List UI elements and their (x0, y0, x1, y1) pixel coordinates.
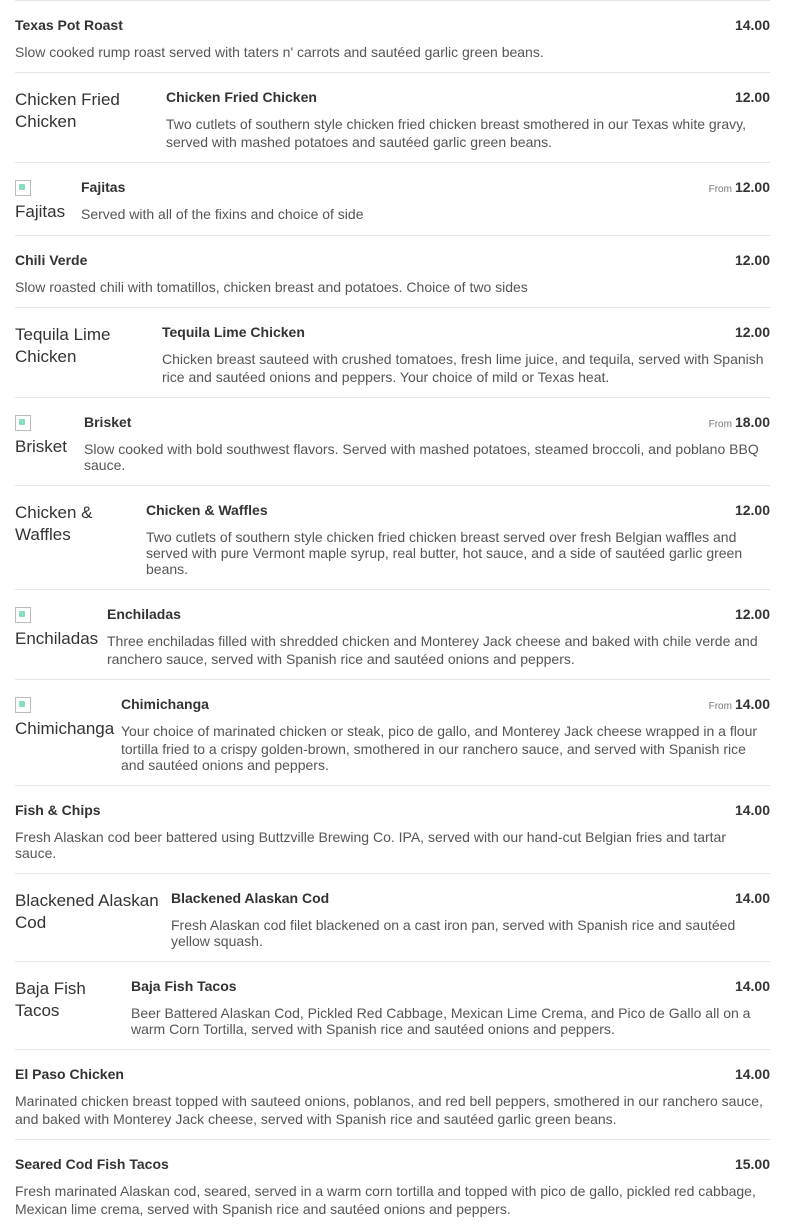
image-alt-text: Enchiladas (15, 629, 99, 648)
menu-item-name: Texas Pot Roast (15, 17, 123, 33)
menu-item-price: 12.00 (734, 324, 770, 340)
menu-item[interactable] (15, 590, 770, 680)
price-from-label: From (708, 419, 732, 430)
menu-item-price: 14.00 (734, 978, 770, 994)
menu-item[interactable] (15, 236, 770, 308)
menu-item-image[interactable] (15, 324, 162, 368)
menu-item-description: Marinated chicken breast topped with sauteed onions, poblanos, and red bell peppers, smothered in our ranchero sauce, and baked with Monterey Jack cheese, served with Spanish rice and sautéed garlic green beans. (15, 1093, 763, 1127)
price-from-label: From (708, 184, 732, 195)
image-alt-text: Chicken & Waffles (15, 503, 93, 544)
menu-item-image[interactable] (15, 606, 107, 650)
image-alt-text: Chicken Fried Chicken (15, 90, 120, 131)
menu-item-image[interactable] (15, 89, 166, 133)
menu-item-price: 12.00 (734, 502, 770, 518)
image-alt-text: Tequila Lime Chicken (15, 325, 111, 366)
menu-item[interactable] (15, 73, 770, 163)
menu-item-name: Chimichanga (121, 696, 209, 712)
menu-item[interactable] (15, 786, 770, 874)
menu-item[interactable] (15, 398, 770, 486)
menu-item-image[interactable] (15, 179, 81, 223)
menu-item-price: 12.00 (734, 252, 770, 268)
menu-item-image[interactable] (15, 414, 84, 458)
menu-item-body (15, 17, 770, 60)
menu-item-name: Fajitas (81, 179, 126, 195)
menu-item-price: 12.00 (734, 606, 770, 622)
menu-item-description: Fresh Alaskan cod beer battered using Buttzville Brewing Co. IPA, served with our hand-cut Belgian fries and tartar sauce. (15, 829, 726, 861)
menu-item-body (15, 1156, 770, 1217)
menu-item-name: Seared Cod Fish Tacos (15, 1156, 169, 1172)
menu-item-name: Chili Verde (15, 252, 88, 268)
menu-item-body (146, 502, 770, 577)
menu-item-body (131, 978, 770, 1037)
menu-item-body (81, 179, 770, 222)
menu-item-body (162, 324, 770, 385)
menu-item-price: 14.00 (734, 890, 770, 906)
menu-item[interactable] (15, 1050, 770, 1140)
broken-image-icon (15, 415, 31, 431)
menu-item-price: 18.00 (734, 414, 770, 430)
menu-item-description: Slow cooked with bold southwest flavors. Served with mashed potatoes, steamed broccoli, and poblano BBQ sauce. (84, 441, 759, 473)
menu-item-image[interactable] (15, 502, 146, 546)
menu-item-body (121, 696, 770, 773)
menu-item-description: Fresh marinated Alaskan cod, seared, served in a warm corn tortilla and topped with pico de gallo, pickled red cabbage, Mexican lime crema, served with Spanish rice and sautéed onions and peppers. (15, 1183, 756, 1217)
menu-item-description: Slow cooked rump roast served with taters n' carrots and sautéed garlic green beans. (15, 44, 544, 60)
menu-item-name: Chicken Fried Chicken (166, 89, 317, 105)
menu-item-body (15, 802, 770, 861)
menu-item-body (171, 890, 770, 949)
menu-item-description: Two cutlets of southern style chicken fried chicken breast smothered in our Texas white gravy, served with mashed potatoes and sautéed garlic green beans. (166, 116, 746, 150)
image-alt-text: Baja Fish Tacos (15, 979, 86, 1020)
menu-item-name: Enchiladas (107, 606, 181, 622)
menu-item-body (15, 252, 770, 295)
menu-item[interactable] (15, 163, 770, 236)
menu-item-name: Baja Fish Tacos (131, 978, 237, 994)
menu-item-image[interactable] (15, 696, 121, 740)
menu-item-name: Brisket (84, 414, 132, 430)
price-from-label: From (708, 701, 732, 712)
menu-item-body (166, 89, 770, 150)
menu-item[interactable] (15, 874, 770, 962)
menu-item-name: El Paso Chicken (15, 1066, 124, 1082)
image-alt-text: Brisket (15, 437, 67, 456)
image-alt-text: Blackened Alaskan Cod (15, 891, 159, 932)
menu-item-image[interactable] (15, 978, 131, 1022)
menu-item-price: 14.00 (734, 1066, 770, 1082)
menu-item-name: Chicken & Waffles (146, 502, 268, 518)
menu-item-price: 14.00 (734, 802, 770, 818)
menu-item-price: 14.00 (734, 696, 770, 712)
menu-item[interactable] (15, 486, 770, 590)
menu-item-description: Beer Battered Alaskan Cod, Pickled Red Cabbage, Mexican Lime Crema, and Pico de Gallo all on a warm Corn Tortilla, served with Spanish rice and sautéed onions and peppers. (131, 1005, 751, 1037)
image-alt-text: Fajitas (15, 202, 66, 221)
menu-item-description: Fresh Alaskan cod filet blackened on a cast iron pan, served with Spanish rice and sautéed yellow squash. (171, 917, 736, 949)
image-alt-text: Chimichanga (15, 719, 115, 738)
menu-item[interactable] (15, 962, 770, 1050)
menu-item-price: 14.00 (734, 17, 770, 33)
menu-list (15, 0, 770, 1229)
broken-image-icon (15, 607, 31, 623)
menu-item-body (84, 414, 770, 473)
broken-image-icon (15, 697, 31, 713)
menu-item[interactable] (15, 1140, 770, 1229)
menu-item-description: Three enchiladas filled with shredded chicken and Monterey Jack cheese and baked with chile verde and ranchero sauce, served with Spanish rice and sautéed onions and peppers. (107, 633, 758, 667)
menu-item-description: Served with all of the fixins and choice of side (81, 206, 364, 222)
menu-item[interactable] (15, 680, 770, 786)
menu-item[interactable] (15, 1, 770, 73)
menu-item[interactable] (15, 308, 770, 398)
menu-item-description: Slow roasted chili with tomatillos, chicken breast and potatoes. Choice of two sides (15, 279, 528, 295)
menu-item-description: Your choice of marinated chicken or steak, pico de gallo, and Monterey Jack cheese wrapped in a flour tortilla fried to a crispy golden-brown, smothered in our ranchero sauce, and served with Spanish rice and sautéed onions and peppers. (121, 723, 758, 773)
menu-item-name: Tequila Lime Chicken (162, 324, 305, 340)
menu-item-image[interactable] (15, 890, 171, 934)
menu-item-price: 12.00 (734, 179, 770, 195)
menu-item-price: 12.00 (734, 89, 770, 105)
menu-item-price: 15.00 (734, 1156, 770, 1172)
menu-item-description: Chicken breast sauteed with crushed tomatoes, fresh lime juice, and tequila, served with Spanish rice and sautéed onions and peppers. Your choice of mild or Texas heat. (162, 351, 764, 385)
broken-image-icon (15, 180, 31, 196)
menu-item-body (107, 606, 770, 667)
menu-item-name: Blackened Alaskan Cod (171, 890, 330, 906)
menu-item-description: Two cutlets of southern style chicken fried chicken breast served over fresh Belgian waffles and served with pure Vermont maple syrup, real butter, hot sauce, and a side of sautéed garlic green beans. (146, 529, 743, 577)
menu-item-name: Fish & Chips (15, 802, 101, 818)
menu-item-body (15, 1066, 770, 1127)
